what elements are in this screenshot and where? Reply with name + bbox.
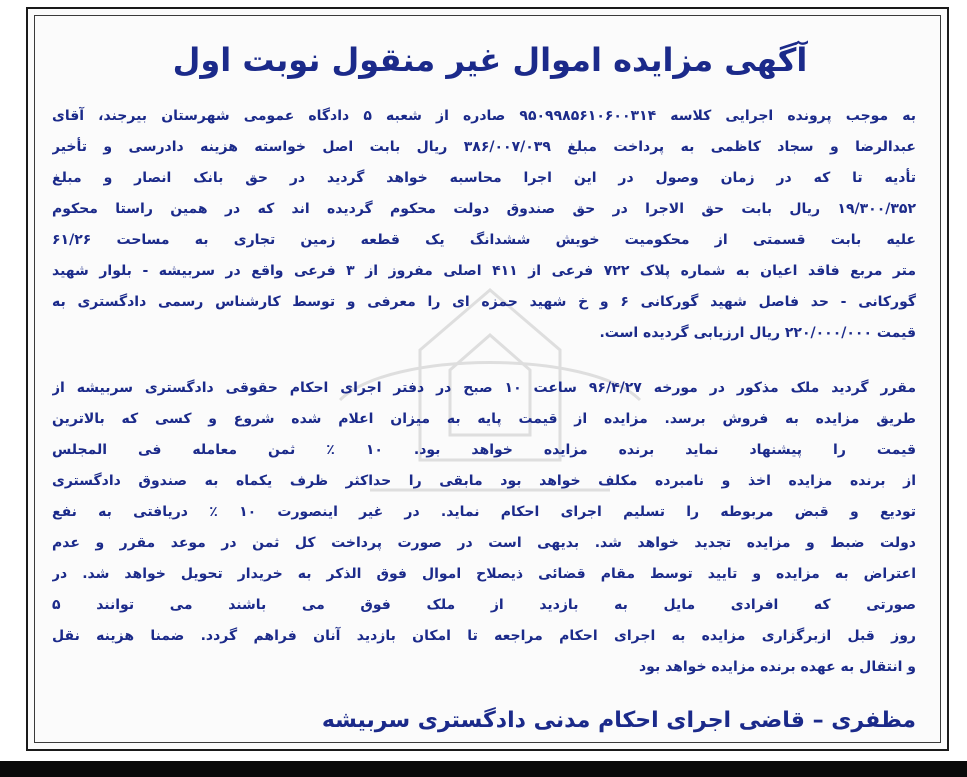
notice-paragraph-1 — [52, 101, 916, 349]
judge-signature: مظفری – قاضی اجرای احکام مدنی دادگستری سربیشه — [321, 708, 916, 733]
paragraph-1-line: گورکانی - حد فاصل شهید گورکانی ۶ و خ شهید حمزه ای را معرفی و توسط کارشناس رسمی دادگستری به — [52, 294, 916, 310]
paragraph-1-line: به موجب پرونده اجرایی کلاسه ۹۵۰۹۹۸۵۶۱۰۶۰۰۳۱۴ صادره از شعبه ۵ دادگاه عمومی شهرستان بیرجند، آقای — [52, 108, 916, 124]
paragraph-2-line: و انتقال به عهده برنده مزایده خواهد بود — [638, 659, 916, 675]
bottom-black-bar — [0, 761, 967, 777]
paragraph-1-line: قیمت ۲۲۰/۰۰۰/۰۰۰ ریال ارزیابی گردیده است. — [599, 325, 916, 341]
paragraph-1-line: ۱۹/۳۰۰/۳۵۲ ریال بابت حق الاجرا در حق صندوق دولت محکوم گردیده اند که در همین راستا محکوم — [52, 201, 916, 217]
paragraph-2-line: صورتی که افرادی مایل به بازدید از ملک فوق می باشند می توانند ۵ — [52, 597, 916, 613]
paragraph-2-line: اعتراض به مزایده و تایید توسط مقام قضائی ذیصلاح اموال فوق الذکر به خریدار تحویل خواهد شد. در — [52, 566, 916, 582]
paragraph-2-line: تودیع و قبض مربوطه را تسلیم اجرای احکام نماید. در غیر اینصورت ۱۰ ٪ دریافتی به نفع — [52, 504, 916, 520]
paragraph-2-line: از برنده مزایده اخذ و نامبرده مکلف خواهد بود مابقی را حداکثر ظرف یکماه به صندوق دادگستری — [52, 473, 916, 489]
paragraph-1-line: متر مربع فاقد اعیان به شماره پلاک ۷۲۲ فرعی از ۴۱۱ اصلی مفروز از ۳ فرعی واقع در سربیشه - بلوار شهید — [52, 263, 916, 279]
paragraph-2-line: طریق مزایده به فروش برسد. مزایده از قیمت پایه به میزان اعلام شده شروع و کسی که بالاترین — [52, 411, 916, 427]
paragraph-2-line: قیمت را پیشنهاد نماید برنده مزایده خواهد بود. ۱۰ ٪ ثمن معامله فی المجلس — [52, 442, 916, 458]
paragraph-1-line: علیه بابت قسمتی از محکومیت خویش ششدانگ یک قطعه زمین تجاری به مساحت ۶۱/۲۶ — [52, 232, 916, 248]
paragraph-1-line: تأدیه تا که در زمان وصول در این اجرا محاسبه خواهد گردید در حق بانک انصار و مبلغ — [52, 170, 916, 186]
notice-paragraph-2 — [52, 373, 916, 683]
paragraph-2-line: مقرر گردید ملک مذکور در مورخه ۹۶/۴/۲۷ ساعت ۱۰ صبح در دفتر اجرای احکام حقوقی دادگستری سربیشه از — [52, 380, 916, 396]
notice-title: آگهی مزایده اموال غیر منقول نوبت اول — [172, 41, 808, 79]
paragraph-1-line: عبدالرضا و سجاد کاظمی به پرداخت مبلغ ۳۸۶/۰۰۷/۰۳۹ ریال بابت اصل خواسته هزینه دادرسی و تأخیر — [52, 139, 916, 155]
paragraph-2-line: روز قبل ازبرگزاری مزایده به اجرای احکام مراجعه تا امکان بازدید آنان فراهم گردد. ضمنا هزینه نقل — [52, 628, 916, 644]
paragraph-2-line: دولت ضبط و مزایده تجدید خواهد شد. بدیهی است در صورت پرداخت کل ثمن در موعد مقرر و عدم — [52, 535, 916, 551]
